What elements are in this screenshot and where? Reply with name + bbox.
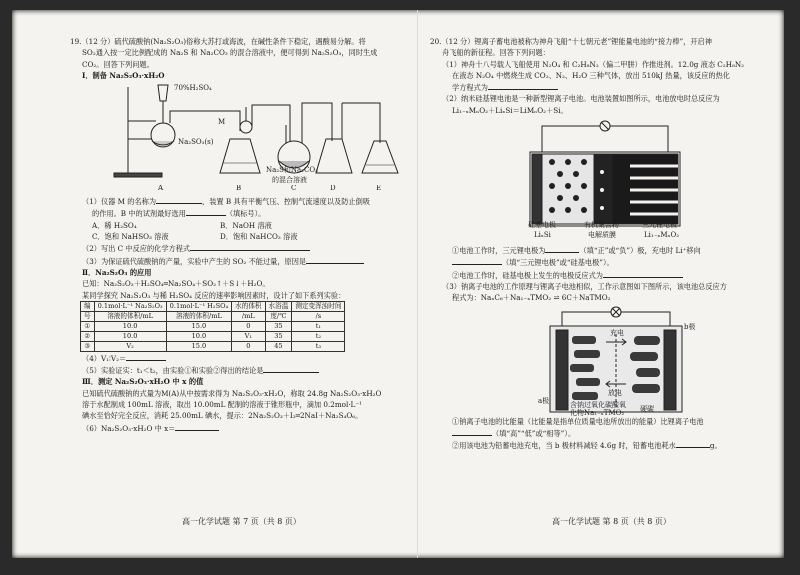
- apparatus-letters: [70, 185, 410, 195]
- table-cell: 10.0: [94, 331, 166, 341]
- q4-line: [70, 352, 410, 364]
- table-cell: 0: [232, 321, 265, 331]
- q20-1-text: 学方程式为: [452, 83, 488, 93]
- option-a: A．稀 H₂SO₄: [92, 220, 137, 230]
- header-cell: 溶液的体积/mL: [94, 311, 166, 321]
- table-cell: 10.0: [94, 321, 166, 331]
- part3-line: 碘水至恰好完全反应，消耗 25.00mL 碘水，提示：2Na₂S₂O₃＋I₂═2NaI＋Na₂S₄O₆。: [82, 411, 363, 421]
- q20-3b-text: ②用该电池为铅蓄电池充电，当 b 极材料减轻 4.6g 时，铅蓄电池耗水: [452, 441, 676, 451]
- sodium-battery-figure: [430, 304, 748, 416]
- q19-intro-line: SO₂通入按一定比例配成的 Na₂S 和 Na₂CO₃ 的混合溶液中，便可得到 Na₂S₂O₃，同时生成: [82, 48, 378, 58]
- q5-answer-blank[interactable]: [263, 364, 319, 373]
- table-cell: V₂: [94, 341, 166, 351]
- letter-e: E: [376, 185, 382, 193]
- acid-label: 70%H₂SO₄: [174, 84, 212, 93]
- q20-1-line: （1）神舟十八号载人飞船使用 N₂O₄ 和 C₂H₈N₂（偏二甲肼）作推进剂。12.0g 液态 C₂H₈N₂: [442, 59, 745, 69]
- page-7: [70, 36, 410, 434]
- header-cell: /s: [292, 311, 345, 321]
- exam-sheet: [12, 10, 784, 558]
- header-cell: /mL: [232, 311, 265, 321]
- page-8-footer: 高一化学试题 第 8 页（共 8 页）: [552, 517, 671, 526]
- part2-title: Ⅱ．Na₂S₂O₃ 的应用: [82, 267, 152, 277]
- charge-label: 充电: [610, 328, 624, 337]
- option-d: D．饱和 NaHCO₃ 溶液: [220, 232, 298, 242]
- q6-line: [70, 422, 410, 434]
- table-cell: 35: [265, 321, 292, 331]
- table-cell: V₁: [232, 331, 265, 341]
- q5-line: [70, 364, 410, 376]
- letter-d: D: [330, 185, 336, 193]
- letter-b: B: [236, 185, 242, 193]
- apparatus-figure: [70, 81, 410, 185]
- q20-2a-text: （填“正”或“负”）极，充电时 Li⁺移向: [579, 246, 701, 256]
- q20-3-line: 程式为：NaₓC₆＋Na₁₋ₓTMO₂ ⇌ 6C＋NaTMO₂: [452, 293, 611, 303]
- q1-answer-blank[interactable]: [156, 195, 202, 204]
- a-electrode-label: a极: [538, 396, 550, 405]
- q20-2a-line: [430, 244, 748, 256]
- q20-3b-unit: g。: [709, 441, 722, 451]
- table-cell: 15.0: [166, 321, 231, 331]
- electrolyte-formula: 化物Na₁₋ₓTMO₂: [570, 408, 625, 417]
- header-cell: 0.1mol·L⁻¹ H₂SO₄: [166, 301, 231, 311]
- q2-line: [70, 242, 410, 254]
- membrane-label: 有机聚合物: [584, 221, 619, 230]
- q6-answer-blank[interactable]: [175, 422, 219, 431]
- q4-text: （4）V₁∶V₂＝: [82, 353, 127, 363]
- header-cell: 测定变浑浊时间: [292, 301, 345, 311]
- part1-title: Ⅰ．制备 Na₂S₂O₃·xH₂O: [82, 70, 165, 80]
- apparatus-drawing: [70, 81, 410, 185]
- header-cell: 编: [81, 301, 95, 311]
- known-equation: 已知：Na₂S₂O₃＋H₂SO₄═Na₂SO₄＋SO₂↑＋S↓＋H₂O。: [82, 279, 270, 289]
- q20-3b-answer-blank[interactable]: [676, 439, 710, 448]
- membrane-sub-label: 电解质膜: [588, 231, 616, 240]
- b-electrode-label: b极: [684, 322, 696, 331]
- q6-text: （6）Na₂S₂O₃·xH₂O 中 x＝: [82, 423, 176, 433]
- ternary-electrode-label: 三元锂电极: [642, 221, 677, 230]
- q20-intro-line: 舟飞船的新征程。回答下列问题：: [442, 48, 550, 58]
- q20-2a-text: ①电池工作时，三元锂电极为: [452, 246, 546, 256]
- q20-1-line: [430, 81, 748, 93]
- q1-text: ，装置 B 具有平衡气压、控制气流速度以及防止倒吸: [202, 197, 370, 207]
- table-cell: t₂: [292, 331, 345, 341]
- part3-line: 溶于水配制成 100mL 溶液，取出 10.00mL 配制的溶液于锥形瓶中，滴加 0.2mol·L⁻¹: [82, 400, 363, 410]
- table-header-row: [81, 311, 345, 321]
- electrolyte-label: 含钠过氧化碳酸氧: [570, 400, 626, 409]
- q1-line: [70, 195, 410, 207]
- q1-text: （填标号）。: [225, 209, 266, 219]
- option-b: B．NaOH 溶液: [220, 220, 272, 230]
- q3-line: [70, 255, 410, 267]
- experiment-table: [80, 301, 345, 352]
- table-cell: t₁: [292, 321, 345, 331]
- table-row: [81, 341, 345, 351]
- silicon-battery-figure: [430, 116, 748, 244]
- q20-2a-blank-2[interactable]: [452, 256, 502, 265]
- q1-text: （1）仪器 M 的名称为: [82, 197, 157, 207]
- header-cell: 水浴温: [265, 301, 292, 311]
- q1-text: 的作用。B 中的试剂最好选用: [92, 209, 186, 219]
- silicon-electrode-formula: LiₓSi: [534, 231, 551, 240]
- q19-intro-line: 19.（12 分）硫代硫酸钠(Na₂S₂O₃)俗称大苏打或海波，在碱性条件下稳定，遇酸易分解。将: [70, 37, 366, 46]
- q20-3-line: （3）钠离子电池的工作原理与锂离子电池相似，工作示意图如下图所示，该电池总反应方: [442, 281, 727, 291]
- q5-text: （5）实验证实：t₁＜t₂，由实验①和实验②得出的结论是: [82, 366, 264, 376]
- table-cell: ③: [81, 341, 95, 351]
- q20-3b-line: [430, 439, 748, 451]
- q20-2a-line: [430, 256, 748, 268]
- q20-3a-text: （填“高”“低”或“相等”）。: [492, 428, 576, 438]
- q20-2b-answer-blank[interactable]: [603, 269, 683, 278]
- q20-2a-blank-1[interactable]: [545, 244, 579, 253]
- q20-2-line: （2）纳米硅基锂电池是一种新型锂离子电池。电池装置如图所示，电池放电时总反应为: [442, 94, 720, 104]
- letter-a: A: [158, 185, 164, 193]
- silicon-electrode-label: 硅基电极: [528, 221, 556, 230]
- m-label: M: [218, 118, 226, 127]
- q20-2-line: Li₁₋ₓMₙO₂＋LiₓSi＝LiMₙO₂＋Si。: [452, 105, 568, 115]
- table-row: [81, 331, 345, 341]
- q1-options-row: [70, 220, 410, 231]
- q2-text: （2）写出 C 中反应的化学方程式: [82, 244, 191, 254]
- q1-choice-blank[interactable]: [186, 207, 226, 216]
- page-divider: [417, 10, 418, 558]
- q20-1-line: 在液态 N₂O₄ 中燃烧生成 CO₂、N₂、H₂O 三种气体，放出 510kJ 热量，该反应的热化: [452, 70, 730, 80]
- q20-2b-text: ②电池工作时，硅基电极上发生的电极反应式为: [452, 270, 603, 280]
- q3-answer-blank[interactable]: [306, 255, 364, 264]
- page-7-footer: 高一化学试题 第 7 页（共 8 页）: [182, 517, 301, 526]
- table-cell: 0: [232, 341, 265, 351]
- q20-1-answer-blank[interactable]: [488, 81, 558, 90]
- table-cell: t₃: [292, 341, 345, 351]
- mix-label: 的混合溶液: [272, 176, 307, 185]
- option-c: C．饱和 NaHSO₃ 溶液: [92, 232, 169, 242]
- table-cell: 10.0: [166, 331, 231, 341]
- discharge-label: 放电: [608, 388, 622, 397]
- header-cell: 水的体积: [232, 301, 265, 311]
- q2-answer-blank[interactable]: [190, 242, 310, 251]
- table-cell: ②: [81, 331, 95, 341]
- header-cell: 溶液的体积/mL: [166, 311, 231, 321]
- q20-intro-line: 20.（12 分）锂离子蓄电池被称为神舟飞船“十七朝元老”锂能量电池的“接力棒”，开启神: [430, 37, 712, 46]
- header-cell: 度/℃: [265, 311, 292, 321]
- header-cell: 0.1mol·L⁻¹ Na₂S₂O₃: [94, 301, 166, 311]
- q4-answer-blank[interactable]: [126, 352, 166, 361]
- table-header-row: [81, 301, 345, 311]
- q19-intro-line: CO₂。回答下列问题。: [82, 59, 154, 69]
- q3-text: （3）为保证硫代硫酸钠的产量，实验中产生的 SO₂ 不能过量，原因是: [82, 256, 307, 266]
- part3-title: Ⅲ．测定 Na₂S₂O₃·xH₂O 中 x 的值: [82, 377, 204, 387]
- q20-2b-line: [430, 269, 748, 281]
- table-cell: 45: [265, 341, 292, 351]
- page-8: [430, 36, 748, 451]
- q20-2a-text: （填“三元锂电极”或“硅基电极”）。: [502, 258, 614, 268]
- mix-label: Na₂S和Na₂CO₃: [266, 166, 318, 175]
- table-cell: ①: [81, 321, 95, 331]
- hard-carbon-label: 硬碳: [640, 404, 654, 413]
- table-cell: 15.0: [166, 341, 231, 351]
- study-text: 某同学探究 Na₂S₂O₃ 与稀 H₂SO₄ 反应的速率影响因素时，设计了如下系列实验：: [82, 290, 346, 300]
- header-cell: 号: [81, 311, 95, 321]
- table-cell: 35: [265, 331, 292, 341]
- solid-label: Na₂SO₃(s): [178, 138, 214, 147]
- ternary-electrode-formula: Li₁₋ₓMₙO₂: [644, 231, 680, 240]
- q1-line: [70, 207, 410, 219]
- q20-3a-answer-blank[interactable]: [452, 427, 492, 436]
- letter-c: C: [291, 185, 297, 193]
- q20-3a-line: [430, 427, 748, 439]
- q1-options-row: [70, 231, 410, 242]
- part3-line: 已知硫代硫酸钠的式量为M(A)从中按需求得为 Na₂S₂O₃·xH₂O，称取 24.8g Na₂S₂O₃·xH₂O: [82, 388, 382, 398]
- table-row: [81, 321, 345, 331]
- q20-3a-text: ①钠离子电池的比能量（比能量是指单位质量电池所放出的能量）比锂离子电池: [452, 416, 704, 426]
